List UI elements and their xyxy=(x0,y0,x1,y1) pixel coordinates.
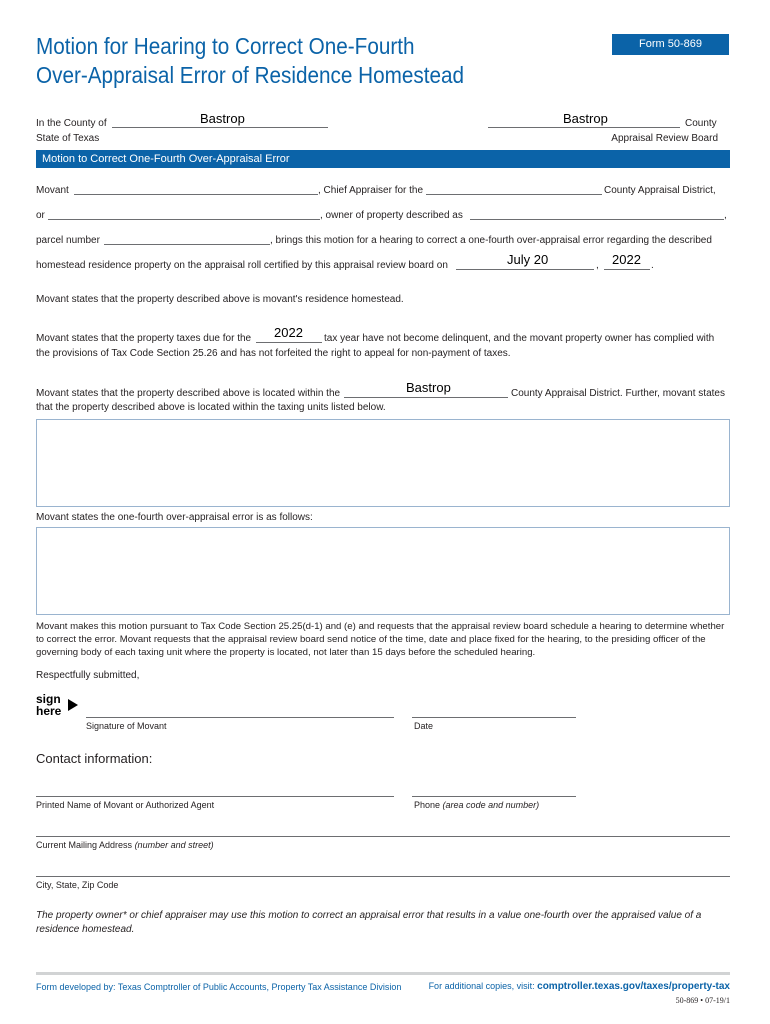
located-county-value[interactable]: Bastrop xyxy=(406,380,451,395)
comma-text: , xyxy=(724,210,727,221)
taxes-prefix: Movant states that the property taxes due for the xyxy=(36,333,252,344)
district-label: County Appraisal District, xyxy=(604,185,716,196)
pursuant-paragraph: Movant makes this motion pursuant to Tax Code Section 25.25(d-1) and (e) and requests that the appraisal review board schedule a hearing to determine whether to correct the error. Movant requests that the appraisal review board send notice of the time, date and place fixed for the hearing, to the presiding officer of the governing body of each taxing unit where the property is located, not later than 15 days before the scheduled hearing. xyxy=(36,621,725,658)
taxes-line-2: the provisions of Tax Code Section 25.26 and has not forfeited the right to appeal for non-payment of taxes. xyxy=(36,348,511,359)
signature-label: Signature of Movant xyxy=(86,721,167,731)
property-owner-note: The property owner* or chief appraiser may use this motion to correct an appraisal error that results in a value one-fourth over the appraised value of a residence homestead. xyxy=(36,910,702,935)
state-label: State of Texas xyxy=(36,133,100,144)
here-word: here xyxy=(36,704,62,718)
contact-heading: Contact information: xyxy=(36,751,153,766)
county-label: In the County of xyxy=(36,118,107,129)
located-suffix: County Appraisal District. Further, movant states xyxy=(511,388,725,399)
or-label: or xyxy=(36,210,45,221)
movant-name-field[interactable] xyxy=(74,183,318,195)
located-prefix: Movant states that the property described above is located within the xyxy=(36,388,341,399)
address-label-text: Current Mailing Address xyxy=(36,840,133,850)
date-label: Date xyxy=(414,721,434,731)
form-number-badge: Form 50-869 xyxy=(612,34,729,55)
footer-divider xyxy=(36,972,730,975)
mailing-address-label xyxy=(36,840,214,850)
error-label: Movant states the one-fourth over-appraisal error is as follows: xyxy=(36,512,313,523)
printed-name-label: Printed Name of Movant or Authorized Agent xyxy=(36,800,215,810)
printed-name-field[interactable] xyxy=(36,786,394,797)
county-suffix-label: County xyxy=(685,118,717,129)
taxing-units-textbox[interactable] xyxy=(36,419,730,507)
sign-here-icon xyxy=(36,693,61,717)
chief-appraiser-label: , Chief Appraiser for the xyxy=(318,185,424,196)
parcel-number-field[interactable] xyxy=(104,233,270,245)
signature-date-field[interactable] xyxy=(412,707,576,718)
board-label: Appraisal Review Board xyxy=(611,133,718,144)
tax-year-value[interactable]: 2022 xyxy=(274,325,303,340)
phone-label-text: Phone xyxy=(414,800,441,810)
owner-name-field[interactable] xyxy=(48,208,320,220)
taxes-suffix: tax year have not become delinquent, and the movant property owner has complied with xyxy=(324,333,715,344)
district-county-field[interactable] xyxy=(426,183,602,195)
error-description-textbox[interactable] xyxy=(36,527,730,615)
date-end: . xyxy=(651,260,654,271)
date-separator: , xyxy=(596,260,599,271)
property-description-field[interactable] xyxy=(470,208,724,220)
mailing-address-field[interactable] xyxy=(36,826,730,837)
footer-developed-by: Form developed by: Texas Comptroller of Public Accounts, Property Tax Assistance Division xyxy=(36,982,402,992)
signature-field[interactable] xyxy=(86,707,394,718)
revision-number: 50-869 • 07-19/1 xyxy=(675,996,730,1005)
section-header: Motion to Correct One-Fourth Over-Appraisal Error xyxy=(36,150,730,168)
footer-copies xyxy=(429,981,730,992)
title-line-2: Over-Appraisal Error of Residence Homestead xyxy=(36,62,464,88)
county-field-value[interactable]: Bastrop xyxy=(200,111,245,126)
board-county-field-value[interactable]: Bastrop xyxy=(563,111,608,126)
city-state-zip-field[interactable] xyxy=(36,866,730,877)
located-line-2: that the property described above is located within the taxing units listed below. xyxy=(36,402,386,413)
movant-label: Movant xyxy=(36,185,69,196)
title-line-1: Motion for Hearing to Correct One-Fourth xyxy=(36,33,415,59)
certified-year-value[interactable]: 2022 xyxy=(612,252,641,267)
brings-text: , brings this motion for a hearing to correct a one-fourth over-appraisal error regarding the described xyxy=(270,235,712,246)
city-state-zip-label: City, State, Zip Code xyxy=(36,880,119,890)
phone-hint: (area code and number) xyxy=(442,800,540,810)
respectfully-text: Respectfully submitted, xyxy=(36,670,140,681)
homestead-text: homestead residence property on the appraisal roll certified by this appraisal review board on xyxy=(36,260,448,271)
footer-copies-prefix: For additional copies, visit: xyxy=(428,981,535,991)
footer-copies-link[interactable]: comptroller.texas.gov/taxes/property-tax xyxy=(537,981,730,992)
arrow-right-icon xyxy=(68,699,78,711)
parcel-label: parcel number xyxy=(36,235,100,246)
phone-label xyxy=(414,800,539,810)
owner-label: , owner of property described as xyxy=(320,210,463,221)
address-hint: (number and street) xyxy=(134,840,214,850)
residence-statement: Movant states that the property described above is movant's residence homestead. xyxy=(36,294,404,305)
page-title xyxy=(36,32,464,90)
sign-word: sign xyxy=(36,692,61,706)
phone-field[interactable] xyxy=(412,786,576,797)
certified-date-value[interactable]: July 20 xyxy=(507,252,549,267)
